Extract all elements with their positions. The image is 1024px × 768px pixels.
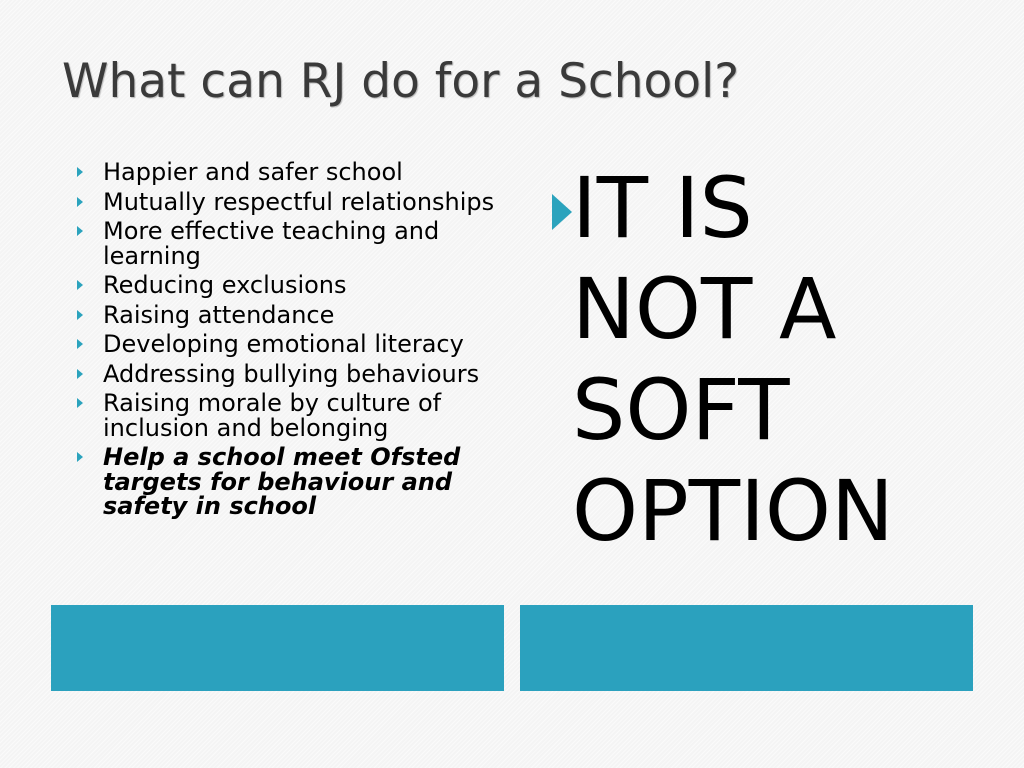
list-item-text: Happier and safer school (103, 158, 403, 186)
triangle-bullet-icon (77, 226, 83, 236)
list-item (74, 332, 514, 357)
list-item-text: Raising attendance (103, 300, 335, 329)
triangle-bullet-icon (77, 339, 83, 349)
list-item-text: Developing emotional literacy (103, 330, 464, 358)
statement-text: IT IS NOT A SOFT OPTION (572, 159, 894, 560)
list-item (74, 359, 514, 388)
list-item-text: Addressing bullying behaviours (103, 359, 480, 388)
triangle-bullet-icon (77, 197, 83, 207)
triangle-bullet-icon (77, 452, 83, 462)
list-item-text: Help a school meet Ofsted targets for behaviour and safety in school (103, 443, 461, 520)
slide-title: What can RJ do for a School? (62, 54, 740, 109)
list-item (74, 300, 514, 329)
list-item (74, 219, 514, 268)
list-item (74, 160, 514, 185)
triangle-bullet-icon (77, 167, 83, 177)
list-item (74, 187, 514, 216)
list-item-text: More effective teaching and learning (103, 217, 440, 270)
list-item-emphasized (74, 445, 514, 519)
list-item-text: Reducing exclusions (103, 271, 347, 299)
triangle-bullet-icon (77, 398, 83, 408)
statement-block (552, 158, 972, 562)
benefits-list (74, 160, 514, 524)
list-item (74, 391, 514, 440)
triangle-bullet-icon (77, 310, 83, 320)
decorative-bar-right (520, 605, 973, 691)
decorative-bar-left (51, 605, 504, 691)
triangle-bullet-icon (552, 194, 572, 230)
list-item-text: Mutually respectful relationships (103, 187, 495, 216)
triangle-bullet-icon (77, 280, 83, 290)
list-item-text: Raising morale by culture of inclusion and belonging (103, 389, 442, 442)
triangle-bullet-icon (77, 369, 83, 379)
list-item (74, 273, 514, 298)
